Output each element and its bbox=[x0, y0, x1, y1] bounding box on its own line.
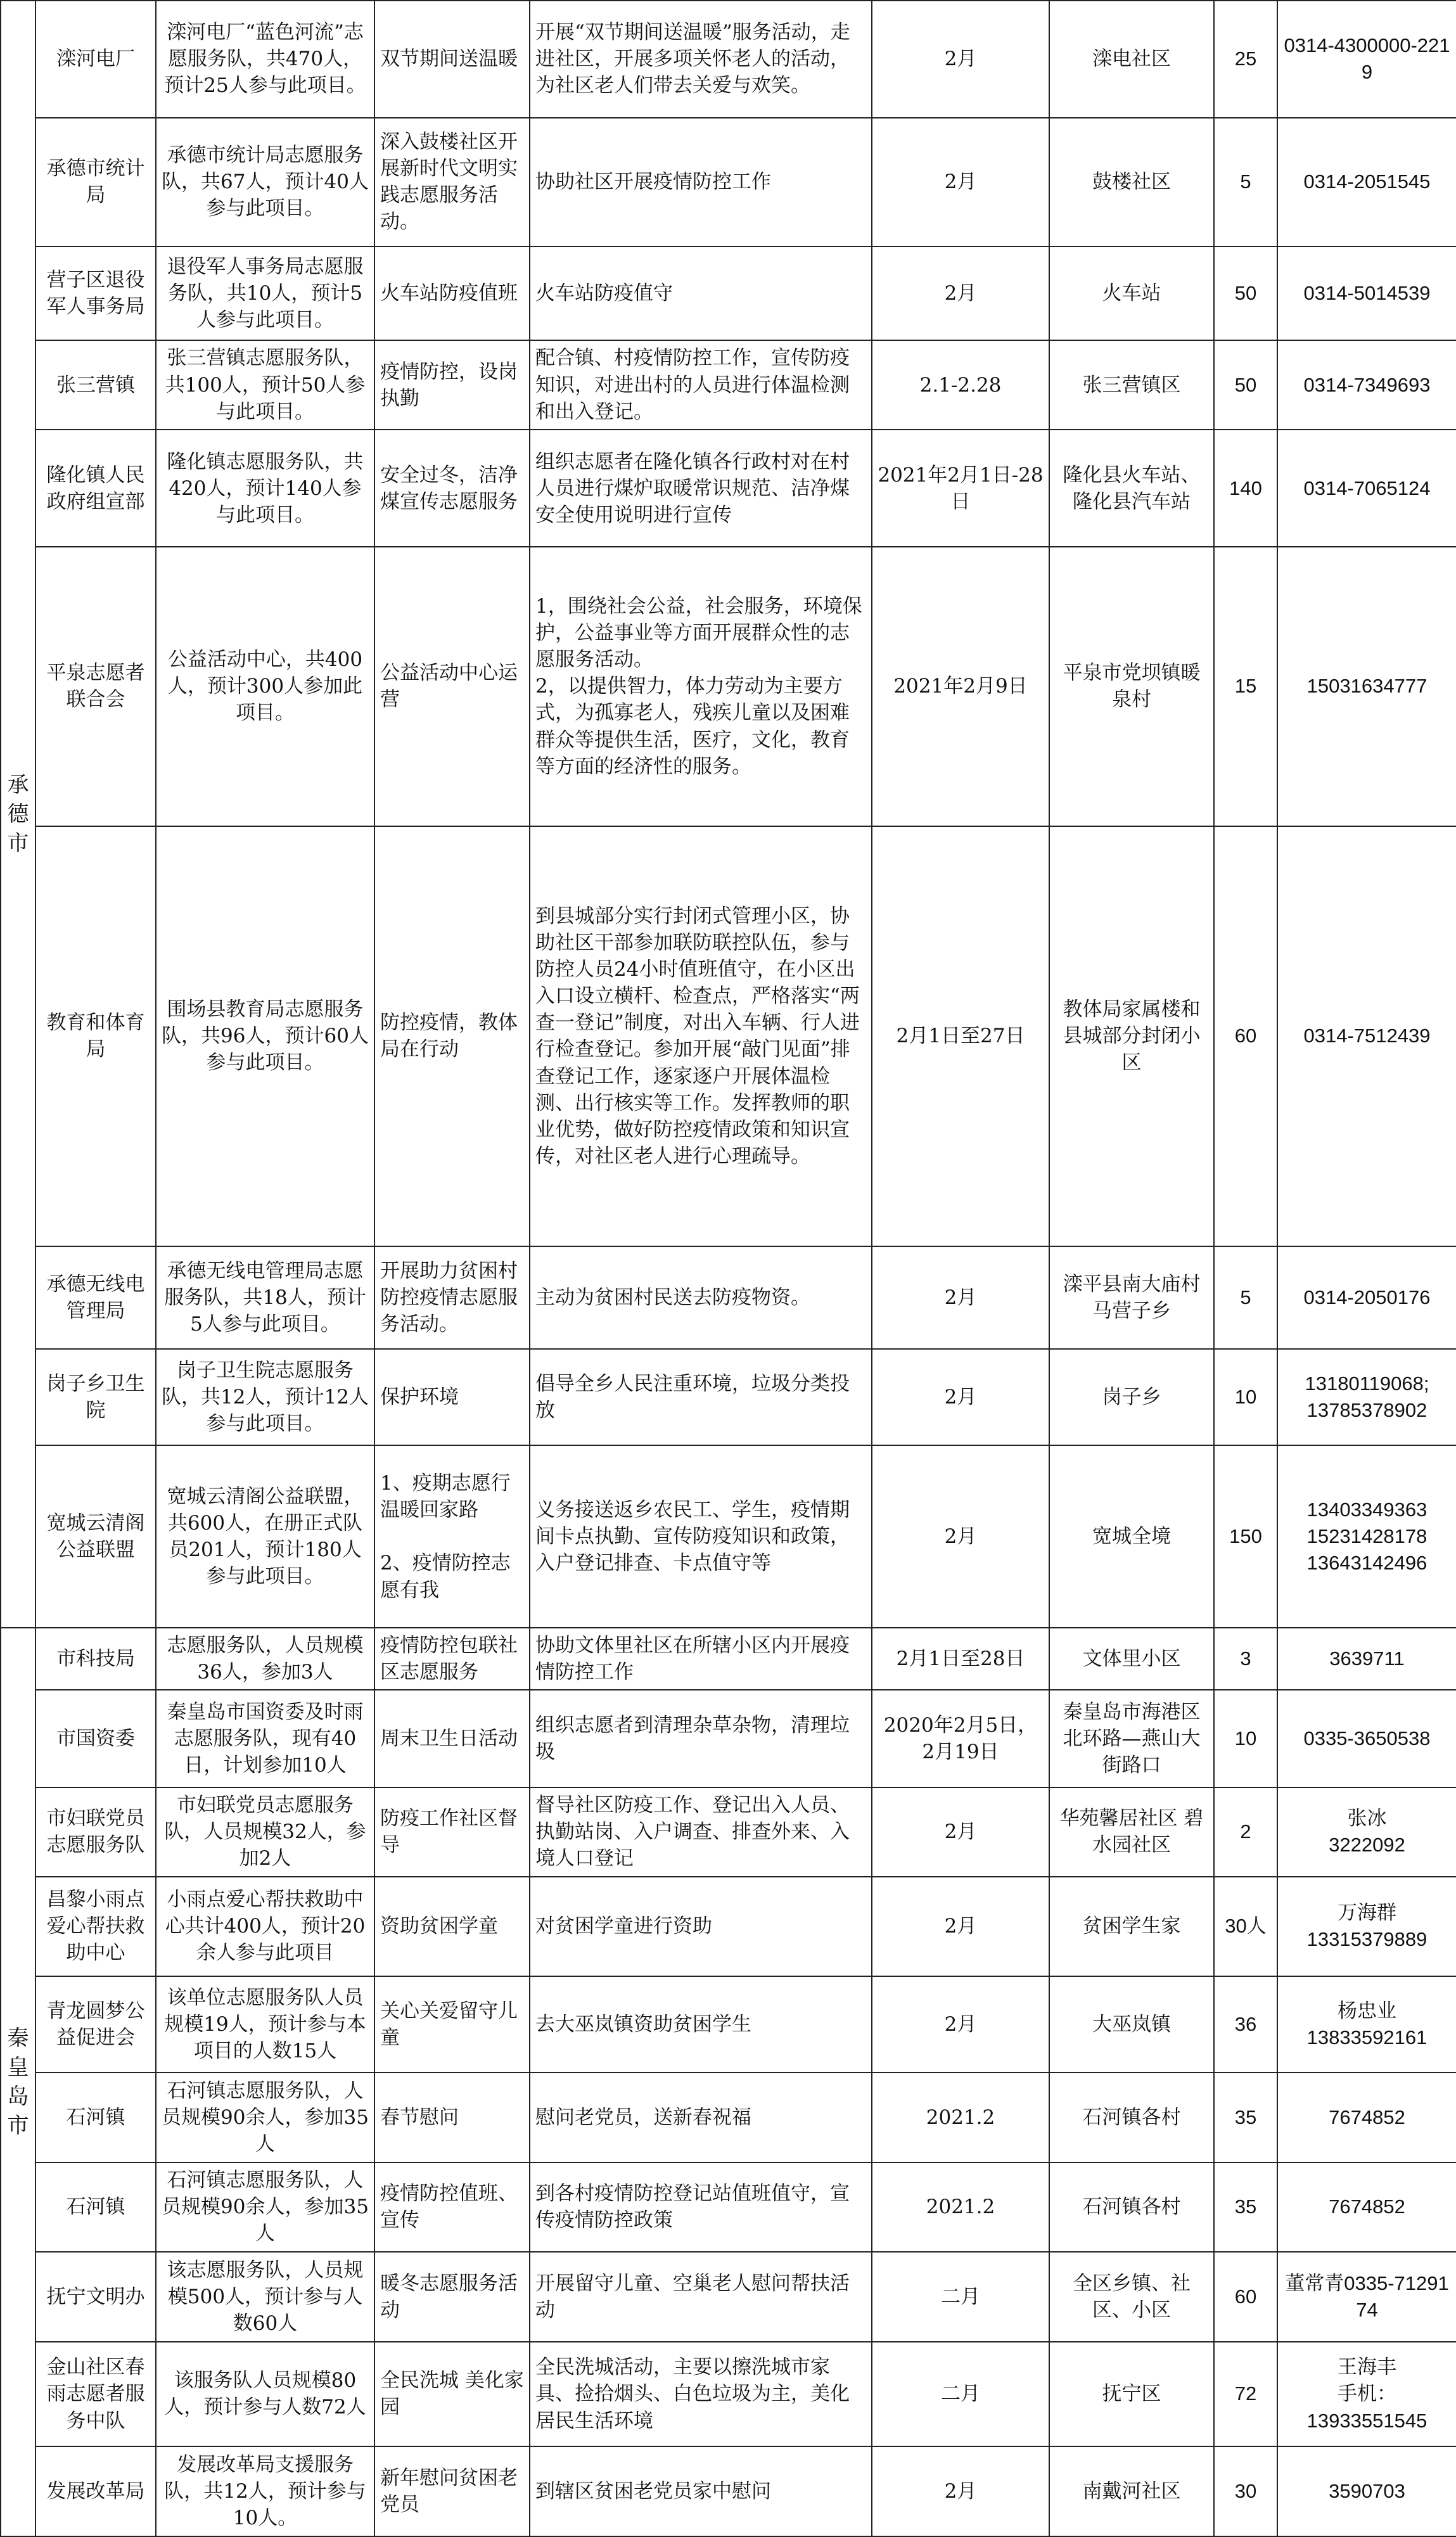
org-cell: 青龙圆梦公益促进会 bbox=[35, 1976, 156, 2073]
table-row bbox=[1, 340, 1456, 430]
time-cell: 二月 bbox=[872, 2342, 1049, 2447]
place-cell: 滦平县南大庙村马营子乡 bbox=[1049, 1246, 1214, 1349]
time-cell: 2月 bbox=[872, 1246, 1049, 1349]
table-row bbox=[1, 430, 1456, 547]
project-cell: 双节期间送温暖 bbox=[374, 1, 530, 118]
project-cell: 周末卫生日活动 bbox=[374, 1690, 530, 1787]
org-cell: 滦河电厂 bbox=[35, 1, 156, 118]
count-cell: 15 bbox=[1214, 547, 1277, 826]
org-cell: 承德市统计局 bbox=[35, 118, 156, 246]
project-cell: 资助贫困学童 bbox=[374, 1877, 530, 1976]
place-cell: 抚宁区 bbox=[1049, 2342, 1214, 2447]
table-row bbox=[1, 547, 1456, 826]
org-cell: 隆化镇人民政府组宣部 bbox=[35, 430, 156, 547]
contact-cell: 0314-2050176 bbox=[1277, 1246, 1456, 1349]
table-row bbox=[1, 1, 1456, 118]
table-row bbox=[1, 2163, 1456, 2252]
team-cell: 石河镇志愿服务队，人员规模90余人，参加35人 bbox=[156, 2163, 374, 2252]
table-row bbox=[1, 1877, 1456, 1976]
content-cell: 倡导全乡人民注重环境，垃圾分类投放 bbox=[530, 1349, 872, 1445]
team-cell: 岗子卫生院志愿服务队，共12人，预计12人参与此项目。 bbox=[156, 1349, 374, 1445]
org-cell: 张三营镇 bbox=[35, 340, 156, 430]
content-cell: 开展“双节期间送温暖”服务活动，走进社区，开展多项关怀老人的活动，为社区老人们带去关爱与欢笑。 bbox=[530, 1, 872, 118]
contact-cell: 0335-3650538 bbox=[1277, 1690, 1456, 1787]
place-cell: 石河镇各村 bbox=[1049, 2163, 1214, 2252]
city-cell: 承 德 市 bbox=[1, 1, 35, 1628]
team-cell: 该服务队人员规模80人，预计参与人数72人 bbox=[156, 2342, 374, 2447]
place-cell: 全区乡镇、社区、小区 bbox=[1049, 2252, 1214, 2341]
time-cell: 2月 bbox=[872, 1, 1049, 118]
team-cell: 该单位志愿服务队人员规模19人，预计参与本项目的人数15人 bbox=[156, 1976, 374, 2073]
org-cell: 教育和体育局 bbox=[35, 826, 156, 1247]
content-cell: 组织志愿者在隆化镇各行政村对在村人员进行煤炉取暖常识规范、洁净煤安全使用说明进行宣传 bbox=[530, 430, 872, 547]
count-cell: 36 bbox=[1214, 1976, 1277, 2073]
team-cell: 隆化镇志愿服务队，共420人，预计140人参与此项目。 bbox=[156, 430, 374, 547]
team-cell: 发展改革局支援服务队，共12人，预计参与10人。 bbox=[156, 2446, 374, 2536]
table-row bbox=[1, 2073, 1456, 2162]
place-cell: 隆化县火车站、隆化县汽车站 bbox=[1049, 430, 1214, 547]
org-cell: 市科技局 bbox=[35, 1628, 156, 1690]
content-cell: 1，围绕社会公益，社会服务，环境保护，公益事业等方面开展群众性的志愿服务活动。 2，以提供智力，体力劳动为主要方式，为孤寡老人，残疾儿童以及困难群众等提供生活，医疗，文化，教育等方面的经济性的服务。 bbox=[530, 547, 872, 826]
time-cell: 二月 bbox=[872, 2252, 1049, 2341]
time-cell: 2月 bbox=[872, 1445, 1049, 1628]
project-cell: 防控疫情，教体局在行动 bbox=[374, 826, 530, 1247]
table-row bbox=[1, 1445, 1456, 1628]
count-cell: 2 bbox=[1214, 1787, 1277, 1877]
project-cell: 开展助力贫困村防控疫情志愿服务活动。 bbox=[374, 1246, 530, 1349]
org-cell: 石河镇 bbox=[35, 2073, 156, 2162]
org-cell: 市国资委 bbox=[35, 1690, 156, 1787]
team-cell: 围场县教育局志愿服务队，共96人，预计60人参与此项目。 bbox=[156, 826, 374, 1247]
table-row bbox=[1, 1246, 1456, 1349]
content-cell: 配合镇、村疫情防控工作，宣传防疫知识，对进出村的人员进行体温检测和出入登记。 bbox=[530, 340, 872, 430]
project-cell: 防疫工作社区督导 bbox=[374, 1787, 530, 1877]
project-cell: 关心关爱留守儿童 bbox=[374, 1976, 530, 2073]
time-cell: 2021.2 bbox=[872, 2073, 1049, 2162]
content-cell: 到各村疫情防控登记站值班值守，宣传疫情防控政策 bbox=[530, 2163, 872, 2252]
place-cell: 南戴河社区 bbox=[1049, 2446, 1214, 2536]
place-cell: 岗子乡 bbox=[1049, 1349, 1214, 1445]
org-cell: 平泉志愿者联合会 bbox=[35, 547, 156, 826]
table-row bbox=[1, 2446, 1456, 2536]
time-cell: 2021.2 bbox=[872, 2163, 1049, 2252]
count-cell: 72 bbox=[1214, 2342, 1277, 2447]
time-cell: 2021年2月1日-28日 bbox=[872, 430, 1049, 547]
team-cell: 承德无线电管理局志愿服务队，共18人，预计5人参与此项目。 bbox=[156, 1246, 374, 1349]
time-cell: 2月1日至28日 bbox=[872, 1628, 1049, 1690]
team-cell: 秦皇岛市国资委及时雨志愿服务队，现有40日，计划参加10人 bbox=[156, 1690, 374, 1787]
time-cell: 2020年2月5日，2月19日 bbox=[872, 1690, 1049, 1787]
count-cell: 140 bbox=[1214, 430, 1277, 547]
time-cell: 2月 bbox=[872, 118, 1049, 246]
content-cell: 去大巫岚镇资助贫困学生 bbox=[530, 1976, 872, 2073]
org-cell: 岗子乡卫生院 bbox=[35, 1349, 156, 1445]
contact-cell: 0314-5014539 bbox=[1277, 246, 1456, 340]
count-cell: 10 bbox=[1214, 1349, 1277, 1445]
time-cell: 2月 bbox=[872, 1349, 1049, 1445]
table-row bbox=[1, 1349, 1456, 1445]
project-cell: 春节慰问 bbox=[374, 2073, 530, 2162]
content-cell: 协助社区开展疫情防控工作 bbox=[530, 118, 872, 246]
table-row bbox=[1, 1787, 1456, 1877]
place-cell: 火车站 bbox=[1049, 246, 1214, 340]
contact-cell: 0314-2051545 bbox=[1277, 118, 1456, 246]
time-cell: 2月 bbox=[872, 1787, 1049, 1877]
org-cell: 昌黎小雨点爱心帮扶救助中心 bbox=[35, 1877, 156, 1976]
time-cell: 2月1日至27日 bbox=[872, 826, 1049, 1247]
org-cell: 发展改革局 bbox=[35, 2446, 156, 2536]
org-cell: 宽城云清阁公益联盟 bbox=[35, 1445, 156, 1628]
org-cell: 市妇联党员志愿服务队 bbox=[35, 1787, 156, 1877]
contact-cell: 董常青0335-7129174 bbox=[1277, 2252, 1456, 2341]
team-cell: 公益活动中心，共400人，预计300人参加此项目。 bbox=[156, 547, 374, 826]
org-cell: 营子区退役军人事务局 bbox=[35, 246, 156, 340]
content-cell: 义务接送返乡农民工、学生，疫情期间卡点执勤、宣传防疫知识和政策，入户登记排查、卡点值守等 bbox=[530, 1445, 872, 1628]
contact-cell: 张冰 3222092 bbox=[1277, 1787, 1456, 1877]
content-cell: 到辖区贫困老党员家中慰问 bbox=[530, 2446, 872, 2536]
count-cell: 30 bbox=[1214, 2446, 1277, 2536]
place-cell: 鼓楼社区 bbox=[1049, 118, 1214, 246]
contact-cell: 王海丰 手机： 13933551545 bbox=[1277, 2342, 1456, 2447]
team-cell: 张三营镇志愿服务队，共100人，预计50人参与此项目。 bbox=[156, 340, 374, 430]
contact-cell: 7674852 bbox=[1277, 2163, 1456, 2252]
project-cell: 公益活动中心运营 bbox=[374, 547, 530, 826]
contact-cell: 13403349363 15231428178 13643142496 bbox=[1277, 1445, 1456, 1628]
project-cell: 新年慰问贫困老党员 bbox=[374, 2446, 530, 2536]
count-cell: 60 bbox=[1214, 826, 1277, 1247]
project-cell: 暖冬志愿服务活动 bbox=[374, 2252, 530, 2341]
count-cell: 5 bbox=[1214, 118, 1277, 246]
contact-cell: 3590703 bbox=[1277, 2446, 1456, 2536]
contact-cell: 3639711 bbox=[1277, 1628, 1456, 1690]
count-cell: 25 bbox=[1214, 1, 1277, 118]
table-row bbox=[1, 2342, 1456, 2447]
table-row bbox=[1, 1976, 1456, 2073]
time-cell: 2021年2月9日 bbox=[872, 547, 1049, 826]
contact-cell: 0314-4300000-2219 bbox=[1277, 1, 1456, 118]
time-cell: 2月 bbox=[872, 2446, 1049, 2536]
table-row bbox=[1, 2252, 1456, 2341]
contact-cell: 13180119068; 13785378902 bbox=[1277, 1349, 1456, 1445]
count-cell: 60 bbox=[1214, 2252, 1277, 2341]
project-cell: 保护环境 bbox=[374, 1349, 530, 1445]
table-row bbox=[1, 1628, 1456, 1690]
contact-cell: 0314-7512439 bbox=[1277, 826, 1456, 1247]
content-cell: 慰问老党员，送新春祝福 bbox=[530, 2073, 872, 2162]
team-cell: 滦河电厂“蓝色河流”志愿服务队，共470人，预计25人参与此项目。 bbox=[156, 1, 374, 118]
team-cell: 承德市统计局志愿服务队，共67人，预计40人参与此项目。 bbox=[156, 118, 374, 246]
place-cell: 文体里小区 bbox=[1049, 1628, 1214, 1690]
org-cell: 承德无线电管理局 bbox=[35, 1246, 156, 1349]
org-cell: 金山社区春雨志愿者服务中队 bbox=[35, 2342, 156, 2447]
place-cell: 华苑馨居社区 碧水园社区 bbox=[1049, 1787, 1214, 1877]
project-cell: 1、疫期志愿行 温暖回家路 2、疫情防控志愿有我 bbox=[374, 1445, 530, 1628]
time-cell: 2月 bbox=[872, 1976, 1049, 2073]
project-cell: 疫情防控值班、宣传 bbox=[374, 2163, 530, 2252]
project-cell: 火车站防疫值班 bbox=[374, 246, 530, 340]
content-cell: 对贫困学童进行资助 bbox=[530, 1877, 872, 1976]
table-row bbox=[1, 1690, 1456, 1787]
count-cell: 5 bbox=[1214, 1246, 1277, 1349]
place-cell: 贫困学生家 bbox=[1049, 1877, 1214, 1976]
place-cell: 张三营镇区 bbox=[1049, 340, 1214, 430]
table-row bbox=[1, 118, 1456, 246]
count-cell: 35 bbox=[1214, 2163, 1277, 2252]
place-cell: 宽城全境 bbox=[1049, 1445, 1214, 1628]
content-cell: 协助文体里社区在所辖小区内开展疫情防控工作 bbox=[530, 1628, 872, 1690]
place-cell: 秦皇岛市海港区北环路—燕山大街路口 bbox=[1049, 1690, 1214, 1787]
place-cell: 石河镇各村 bbox=[1049, 2073, 1214, 2162]
org-cell: 石河镇 bbox=[35, 2163, 156, 2252]
time-cell: 2月 bbox=[872, 246, 1049, 340]
content-cell: 督导社区防疫工作、登记出入人员、执勤站岗、入户调查、排查外来、入境人口登记 bbox=[530, 1787, 872, 1877]
team-cell: 志愿服务队，人员规模36人，参加3人 bbox=[156, 1628, 374, 1690]
project-cell: 疫情防控包联社区志愿服务 bbox=[374, 1628, 530, 1690]
contact-cell: 0314-7065124 bbox=[1277, 430, 1456, 547]
table-body bbox=[1, 1, 1456, 2536]
team-cell: 小雨点爱心帮扶救助中心共计400人，预计20余人参与此项目 bbox=[156, 1877, 374, 1976]
count-cell: 150 bbox=[1214, 1445, 1277, 1628]
place-cell: 大巫岚镇 bbox=[1049, 1976, 1214, 2073]
city-cell: 秦 皇 岛 市 bbox=[1, 1628, 35, 2536]
contact-cell: 7674852 bbox=[1277, 2073, 1456, 2162]
time-cell: 2.1-2.28 bbox=[872, 340, 1049, 430]
org-cell: 抚宁文明办 bbox=[35, 2252, 156, 2341]
content-cell: 主动为贫困村民送去防疫物资。 bbox=[530, 1246, 872, 1349]
contact-cell: 15031634777 bbox=[1277, 547, 1456, 826]
place-cell: 教体局家属楼和县城部分封闭小区 bbox=[1049, 826, 1214, 1247]
contact-cell: 0314-7349693 bbox=[1277, 340, 1456, 430]
content-cell: 到县城部分实行封闭式管理小区，协助社区干部参加联防联控队伍，参与防控人员24小时值班值守，在小区出入口设立横杆、检查点，严格落实“两查一登记”制度，对出入车辆、行人进行检查登记。参加开展“敲门见面”排查登记工作，逐家逐户开展体温检测、出行核实等工作。发挥教师的职业优势，做好防控疫情政策和知识宣传，对社区老人进行心理疏导。 bbox=[530, 826, 872, 1247]
project-cell: 全民洗城 美化家园 bbox=[374, 2342, 530, 2447]
project-cell: 深入鼓楼社区开展新时代文明实践志愿服务活动。 bbox=[374, 118, 530, 246]
team-cell: 宽城云清阁公益联盟，共600人，在册正式队员201人，预计180人参与此项目。 bbox=[156, 1445, 374, 1628]
contact-cell: 杨忠业 13833592161 bbox=[1277, 1976, 1456, 2073]
count-cell: 35 bbox=[1214, 2073, 1277, 2162]
team-cell: 该志愿服务队，人员规模500人，预计参与人数60人 bbox=[156, 2252, 374, 2341]
count-cell: 30人 bbox=[1214, 1877, 1277, 1976]
time-cell: 2月 bbox=[872, 1877, 1049, 1976]
contact-cell: 万海群 13315379889 bbox=[1277, 1877, 1456, 1976]
team-cell: 退役军人事务局志愿服务队，共10人，预计5人参与此项目。 bbox=[156, 246, 374, 340]
count-cell: 50 bbox=[1214, 340, 1277, 430]
team-cell: 石河镇志愿服务队，人员规模90余人，参加35人 bbox=[156, 2073, 374, 2162]
project-cell: 疫情防控，设岗执勤 bbox=[374, 340, 530, 430]
table-row bbox=[1, 826, 1456, 1247]
content-cell: 全民洗城活动，主要以擦洗城市家具、捡拾烟头、白色垃圾为主，美化居民生活环境 bbox=[530, 2342, 872, 2447]
content-cell: 组织志愿者到清理杂草杂物，清理垃圾 bbox=[530, 1690, 872, 1787]
project-cell: 安全过冬，洁净煤宣传志愿服务 bbox=[374, 430, 530, 547]
place-cell: 平泉市党坝镇暖泉村 bbox=[1049, 547, 1214, 826]
content-cell: 开展留守儿童、空巢老人慰问帮扶活动 bbox=[530, 2252, 872, 2341]
team-cell: 市妇联党员志愿服务队，人员规模32人，参加2人 bbox=[156, 1787, 374, 1877]
content-cell: 火车站防疫值守 bbox=[530, 246, 872, 340]
count-cell: 3 bbox=[1214, 1628, 1277, 1690]
count-cell: 10 bbox=[1214, 1690, 1277, 1787]
table-row bbox=[1, 246, 1456, 340]
place-cell: 滦电社区 bbox=[1049, 1, 1214, 118]
count-cell: 50 bbox=[1214, 246, 1277, 340]
